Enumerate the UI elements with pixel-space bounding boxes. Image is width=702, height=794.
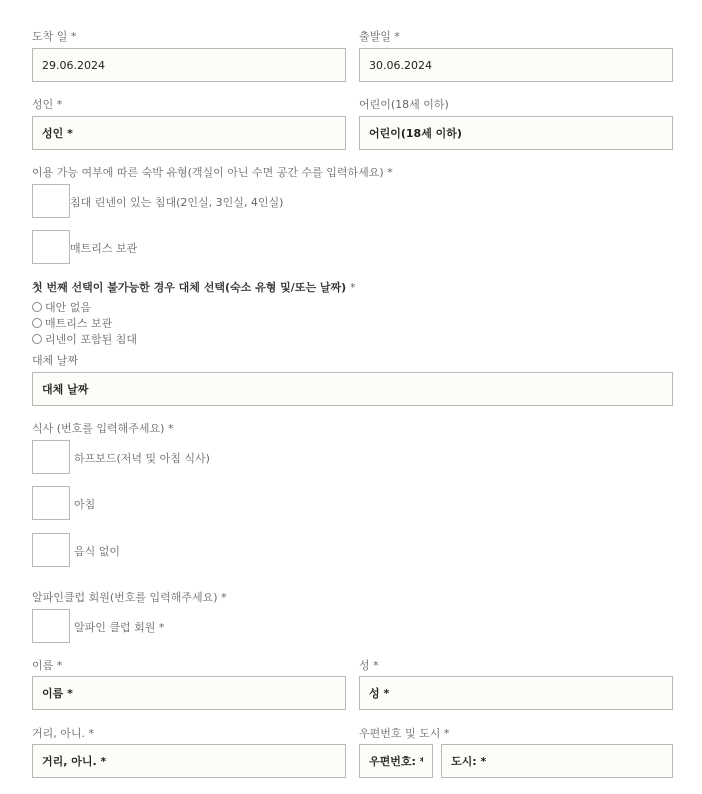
arrival-input[interactable] xyxy=(33,49,345,81)
mattress-count-box[interactable] xyxy=(32,230,70,264)
postal-code-input[interactable] xyxy=(360,745,432,777)
city-input[interactable] xyxy=(442,745,672,777)
postal-city-label: 우편번호 및 도시 * xyxy=(359,727,450,740)
alpine-club-count-box[interactable] xyxy=(32,609,70,643)
alpine-club-label: 알파인클럽 회원(번호를 입력해주세요) * xyxy=(32,591,227,604)
city-field xyxy=(441,744,673,778)
accommodation-label: 이용 가능 여부에 따른 숙박 유형(객실이 아닌 수면 공간 수를 입력하세요) * xyxy=(32,166,393,179)
alternative-date-label: 대체 날짜 xyxy=(32,354,79,367)
departure-input[interactable] xyxy=(360,49,672,81)
street-label: 거리, 아니. * xyxy=(32,727,94,740)
arrival-label: 도착 일 * xyxy=(32,30,77,43)
first-name-field xyxy=(32,676,346,710)
no-food-count-box[interactable] xyxy=(32,533,70,567)
half-board-label: 하프보드(저녁 및 아침 식사) xyxy=(74,452,210,465)
departure-label: 출발일 * xyxy=(359,30,400,43)
children-label: 어린이(18세 이하) xyxy=(359,98,449,111)
alpine-club-option-label: 알파인 클럽 회원 * xyxy=(74,621,165,634)
breakfast-label: 아침 xyxy=(74,498,96,511)
bed-linen-label: 침대 린넨이 있는 침대(2인실, 3인실, 4인실) xyxy=(70,196,284,209)
adults-field xyxy=(32,116,346,150)
radio-label: 리넨이 포함된 침대 xyxy=(45,333,138,346)
last-name-field xyxy=(359,676,673,710)
first-name-input[interactable] xyxy=(33,677,345,709)
mattress-label: 매트리스 보관 xyxy=(70,242,138,255)
alternative-label-text: 첫 번째 선택이 불가능한 경우 대체 선택(숙소 유형 및/또는 날짜) xyxy=(32,281,347,294)
radio-label: 대안 없음 xyxy=(45,301,92,314)
breakfast-count-box[interactable] xyxy=(32,486,70,520)
meals-label: 식사 (번호를 입력해주세요) * xyxy=(32,422,174,435)
first-name-label: 이름 * xyxy=(32,659,63,672)
radio-circle[interactable] xyxy=(32,302,42,312)
arrival-field xyxy=(32,48,346,82)
departure-field xyxy=(359,48,673,82)
radio-label: 매트리스 보관 xyxy=(45,317,113,330)
bed-linen-count-box[interactable] xyxy=(32,184,70,218)
radio-circle[interactable] xyxy=(32,318,42,328)
children-input[interactable] xyxy=(360,117,672,149)
last-name-label: 성 * xyxy=(359,659,379,672)
alternative-date-field xyxy=(32,372,673,406)
radio-circle[interactable] xyxy=(32,334,42,344)
postal-code-field xyxy=(359,744,433,778)
adults-input[interactable] xyxy=(33,117,345,149)
half-board-count-box[interactable] xyxy=(32,440,70,474)
adults-label: 성인 * xyxy=(32,98,63,111)
no-food-label: 음식 없이 xyxy=(74,545,121,558)
children-field xyxy=(359,116,673,150)
last-name-input[interactable] xyxy=(360,677,672,709)
alternative-date-input[interactable] xyxy=(33,373,672,405)
alternative-label xyxy=(32,279,356,295)
alternative-required-mark: * xyxy=(350,281,356,294)
street-input[interactable] xyxy=(33,745,345,777)
radio-mattress[interactable] xyxy=(32,315,112,331)
street-field xyxy=(32,744,346,778)
radio-bed-with-linen[interactable] xyxy=(32,331,137,347)
radio-no-alternative[interactable] xyxy=(32,299,91,315)
